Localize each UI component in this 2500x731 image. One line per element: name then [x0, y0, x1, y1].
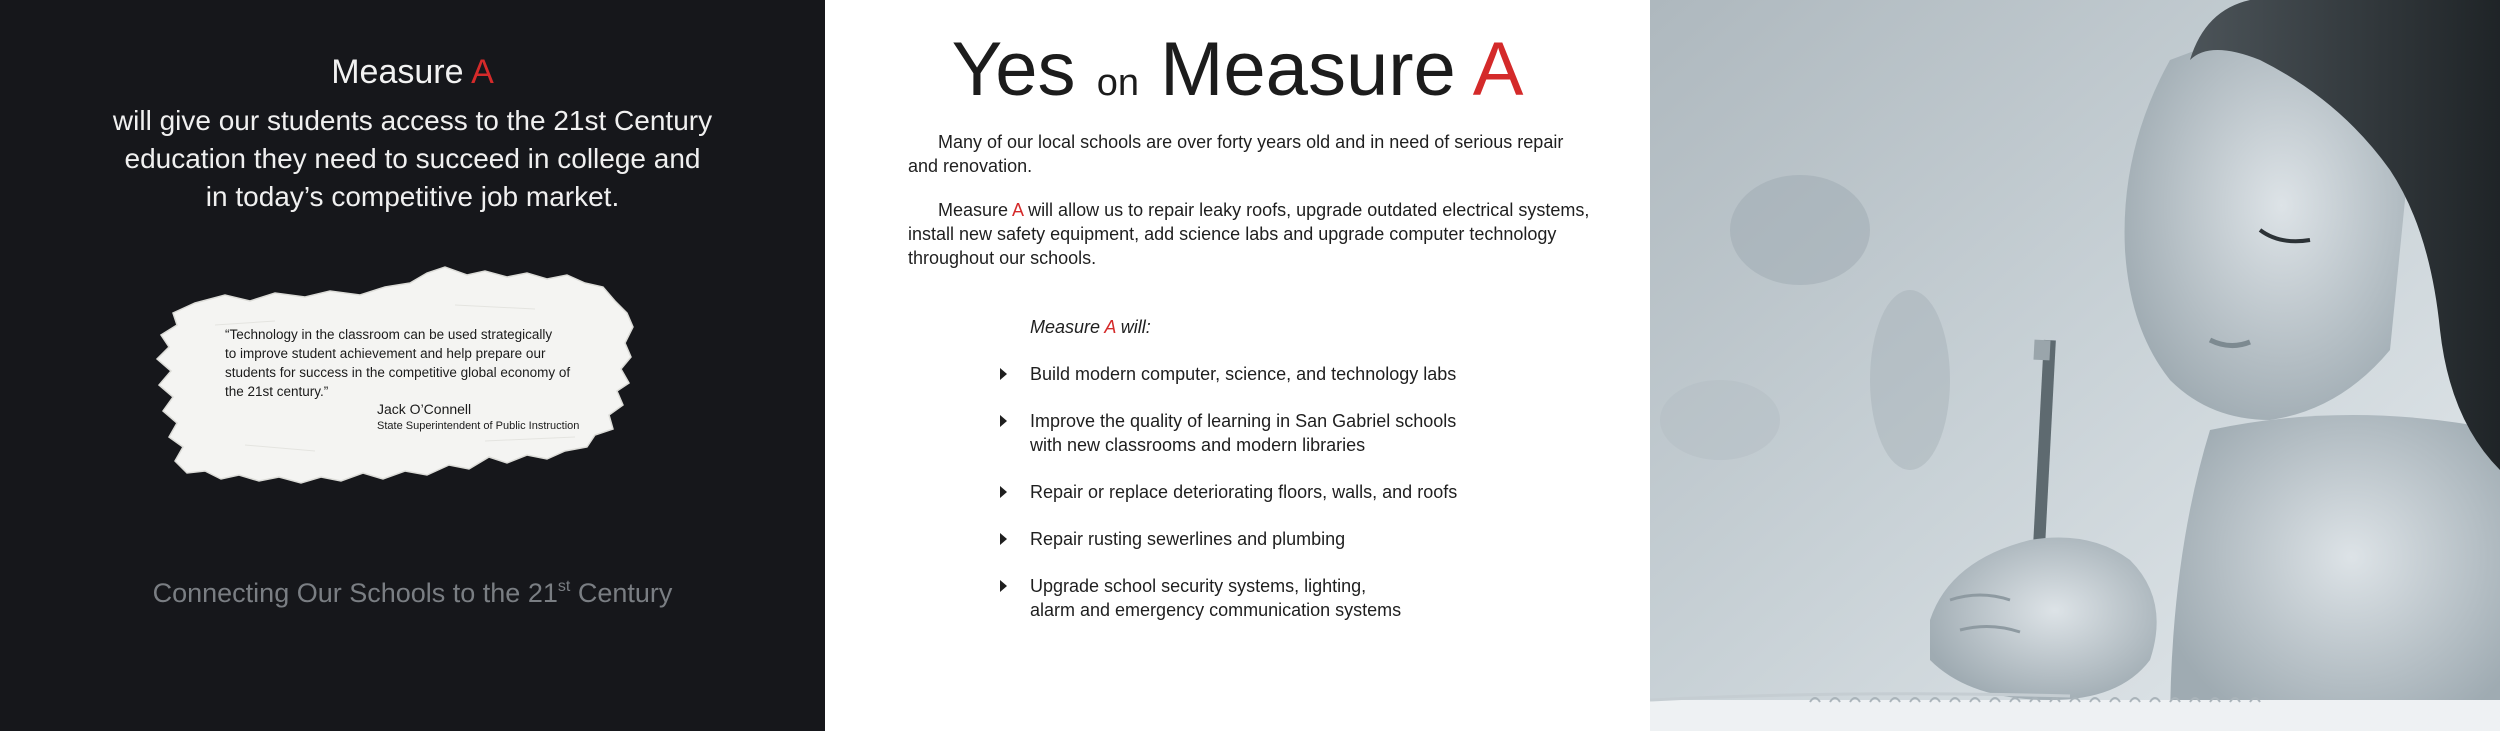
tagline-suffix: Century: [570, 578, 673, 608]
measure-benefits-list: [1000, 362, 1560, 645]
quote-line: students for success in the competitive global economy of: [225, 365, 571, 380]
triangle-bullet-icon: [1000, 368, 1007, 380]
quote-author-title: State Superintendent of Public Instruction: [377, 420, 580, 432]
middle-panel: [825, 0, 1650, 731]
left-title: [0, 50, 825, 94]
tagline: [0, 575, 825, 611]
list-heading-prefix: Measure: [1030, 317, 1101, 337]
list-item-line: Build modern computer, science, and technology labs: [1030, 364, 1457, 384]
list-heading-suffix: will:: [1115, 317, 1151, 337]
list-item-line: Repair or replace deteriorating floors, walls, and roofs: [1030, 482, 1458, 502]
pitch-line: education they need to succeed in college and: [124, 143, 701, 174]
list-item-line: Improve the quality of learning in San Gabriel schools: [1030, 411, 1457, 431]
torn-paper-quote: [155, 265, 645, 495]
quote-text: [225, 325, 605, 401]
paragraph2-prefix: Measure: [938, 200, 1009, 220]
title-measure: Measure: [1160, 27, 1456, 112]
paragraph-line: systems, install new safety equipment, add science labs and upgrade computer: [908, 200, 1590, 244]
paragraph-line: Many of our local schools are over forty years old and in need of serious repair: [938, 132, 1564, 152]
quote-line: “Technology in the classroom can be used strategically: [225, 327, 553, 342]
left-title-letter: A: [471, 53, 494, 91]
list-item: [1000, 409, 1560, 457]
pitch-line: will give our students access to the 21st Century: [112, 105, 713, 136]
girl-writing-photo: [1650, 0, 2500, 731]
list-heading-letter: A: [1104, 317, 1116, 337]
list-item-line: Upgrade school security systems, lighting,: [1030, 576, 1367, 596]
quote-author: Jack O’Connell: [377, 401, 472, 417]
tagline-prefix: Connecting Our Schools to the 21: [152, 578, 558, 608]
triangle-bullet-icon: [1000, 580, 1007, 592]
paragraph2-letter: A: [1012, 200, 1024, 220]
triangle-bullet-icon: [1000, 533, 1007, 545]
quote-line: the 21st century.”: [225, 384, 329, 399]
paragraph-line: and renovation.: [908, 156, 1033, 176]
list-item-line: alarm and emergency communication systems: [1030, 600, 1402, 620]
triangle-bullet-icon: [1000, 486, 1007, 498]
list-item: [1000, 362, 1560, 386]
main-title: [825, 22, 1650, 131]
left-title-prefix: Measure: [331, 53, 464, 91]
left-panel: [0, 0, 825, 731]
paragraph-measure-allows: [908, 198, 1598, 270]
list-item-line: with new classrooms and modern libraries: [1030, 435, 1366, 455]
quote-line: to improve student achievement and help prepare our: [225, 346, 546, 361]
list-item: [1000, 480, 1560, 504]
tagline-superscript: st: [557, 578, 571, 595]
list-heading: [1030, 315, 1151, 339]
list-item: [1000, 527, 1560, 551]
paragraph2-line1-rest: will allow us to repair leaky roofs, upgrade outdated electrical: [1023, 200, 1514, 220]
pitch-line: in today’s competitive job market.: [205, 181, 620, 212]
paragraph-schools-age: [908, 130, 1598, 178]
title-letter: A: [1472, 27, 1524, 112]
paragraph-line: technology throughout our schools.: [908, 224, 1557, 268]
right-panel: [1650, 0, 2500, 731]
list-item: [1000, 574, 1560, 622]
title-yes: Yes: [951, 27, 1076, 112]
title-on: on: [1096, 62, 1139, 104]
left-pitch: [90, 102, 735, 216]
triangle-bullet-icon: [1000, 415, 1007, 427]
list-item-line: Repair rusting sewerlines and plumbing: [1030, 529, 1346, 549]
